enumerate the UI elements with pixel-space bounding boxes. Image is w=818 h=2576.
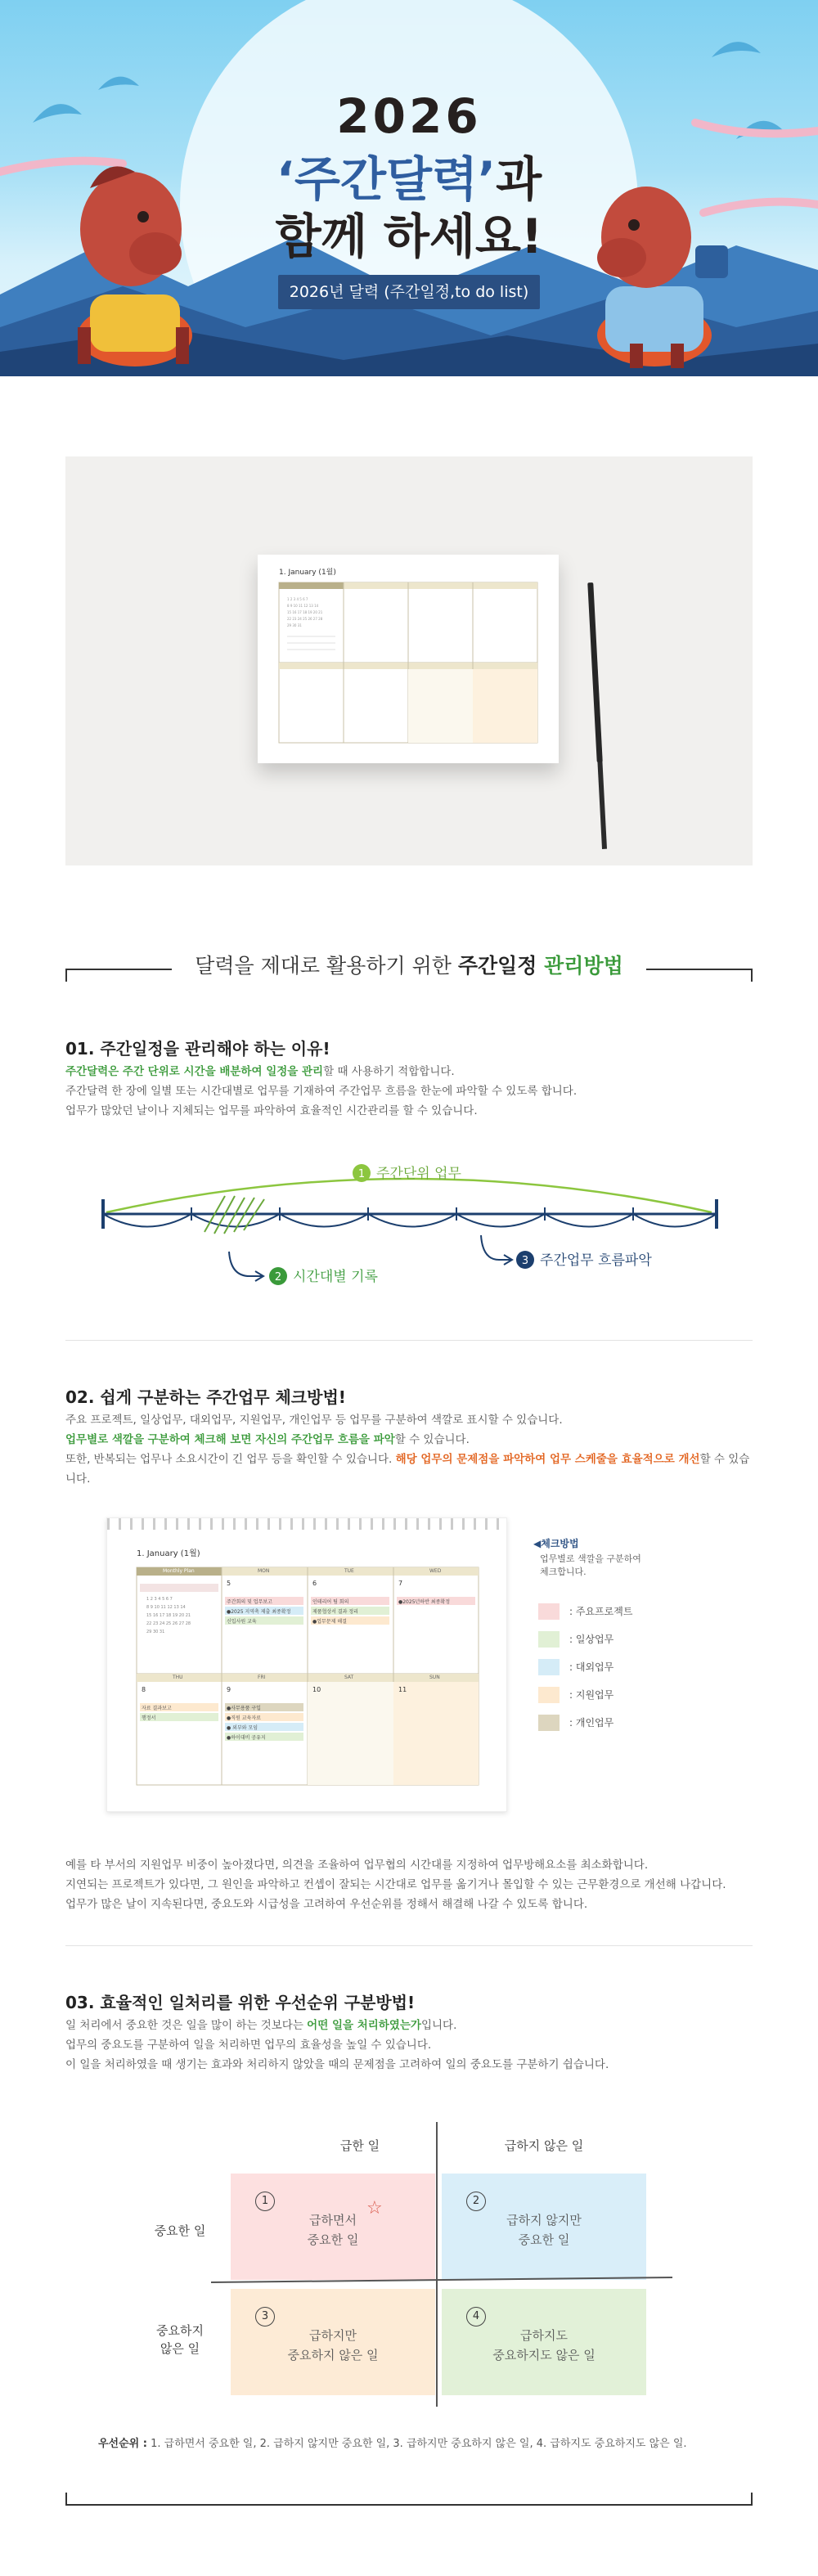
- s2-cal-fri-tasks: ●사무용품 구입 ●직원 교육자료 ● 외부와 모임 ●하이대비 공유지: [227, 1706, 266, 1741]
- divider-2: [65, 1945, 753, 1946]
- bottom-tick-left: [65, 2493, 67, 2506]
- s2-cal-sat: SAT: [344, 1675, 354, 1680]
- s1-label-2-num: 2: [274, 1271, 282, 1284]
- s1-label-3-num: 3: [521, 1255, 529, 1267]
- svg-text:1 2 3 4 5 6 7: 1 2 3 4 5 6 7: [287, 597, 308, 601]
- section-heading-bold: 주간일정: [457, 954, 545, 978]
- priority-label: 우선순위 :: [98, 2438, 147, 2450]
- s1-title: 01. 주간일정을 관리해야 하는 이유!: [65, 1039, 330, 1059]
- s1-body: [65, 1062, 753, 1121]
- hero-headline-highlight: ‘주간달력’: [276, 151, 497, 207]
- s2-cal-wed: WED: [429, 1568, 442, 1574]
- s2-cal-wed-tasks: ●2025년하반 최종확정: [398, 1599, 450, 1605]
- s2-body: [65, 1410, 753, 1489]
- s2-p2-green: 업무별로 색깔을 구분하여 체크해 보면 자신의 주간업무 흐름을 파악: [65, 1433, 395, 1446]
- s3-p1-pre: 일 처리에서 중요한 것은 일을 많이 하는 것보다는: [65, 2019, 308, 2032]
- priority-text: 1. 급하면서 중요한 일, 2. 급하지 않지만 중요한 일, 3. 급하지만 중요하지 않은 일, 4. 급하지도 중요하지도 않은 일.: [146, 2438, 687, 2450]
- s2-cal-day-9: 9: [227, 1686, 231, 1693]
- calendar-sheet-grid: [258, 555, 559, 763]
- hero-subtitle-pill: 2026년 달력 (주간일정,to do list): [278, 275, 540, 309]
- star-icon: ☆: [366, 2198, 383, 2219]
- s2-cal-day-7: 7: [398, 1580, 403, 1587]
- mx-col-urgent: 급한 일: [339, 2138, 380, 2153]
- legend-item: : 주요프로젝트: [537, 1600, 700, 1623]
- legend-item: : 개인업무: [537, 1711, 700, 1734]
- legend-swatch: [538, 1603, 560, 1620]
- legend-title-text: 체크방법: [541, 1538, 579, 1549]
- s2-cal-tue-tasks: 인테리어 팀 회의 제품협상서 결과 정리 ●업무문제 해결: [312, 1599, 358, 1625]
- hero-headline-tail: 과: [496, 151, 542, 207]
- mx-axes: [204, 2119, 679, 2413]
- s2-p3-tail: 할 수 있습니다.: [65, 1453, 750, 1486]
- s1-p1-tail: 할 때 사용하기 적합합니다.: [323, 1065, 455, 1078]
- s2-p2-tail: 할 수 있습니다.: [394, 1433, 470, 1446]
- section-heading: [0, 950, 818, 979]
- s1-p3: 업무가 많았던 날이나 지체되는 업무를 파악하여 효율적인 시간관리를 할 수 있습니다.: [65, 1104, 478, 1117]
- legend-desc: 업무별로 색깔을 구분하여 체크합니다.: [540, 1553, 641, 1577]
- mx-col-not-urgent: 급하지 않은 일: [504, 2138, 584, 2153]
- legend-swatch: [538, 1659, 560, 1675]
- s2-cal-thu-tasks: 자료 결과보고 행정서: [142, 1706, 172, 1721]
- calendar-sheet-title: 1. January (1월): [279, 569, 336, 577]
- mx-cell-1: 1 급하면서 중요한 일 ☆: [231, 2174, 435, 2280]
- s1-p1-green: 주간달력은 주간 단위로 시간을 배분하여 일정을 관리: [65, 1065, 324, 1078]
- svg-text:8 9 10 11 12 13 14: 8 9 10 11 12 13 14: [146, 1605, 186, 1610]
- s1-p2: 주간달력 한 장에 일별 또는 시간대별로 업무를 기재하여 주간업무 흐름을 한눈에 파악할 수 있도록 합니다.: [65, 1085, 578, 1098]
- s2-q1: 예를 타 부서의 지원업무 비중이 높아졌다면, 의견을 조율하여 업무협의 시간대를 지정하여 업무방해요소를 최소화합니다.: [65, 1859, 649, 1872]
- s1-label-1-num: 1: [357, 1168, 366, 1180]
- s2-cal-mon-tasks: 주간회의 및 업무보고 ●2025 지역축 제출 최종확정 신입사원 교육: [227, 1599, 291, 1625]
- s1-label-3-text: 주간업무 흐름파악: [540, 1252, 652, 1269]
- s2-cal-fri: FRI: [258, 1675, 266, 1680]
- legend-swatch: [538, 1631, 560, 1648]
- bottom-rule: [65, 2504, 753, 2506]
- product-photo: [65, 456, 753, 865]
- s2-cal-sun: SUN: [429, 1675, 440, 1680]
- hero-year: 2026: [336, 88, 482, 144]
- svg-text:8 9 10 11 12 13 14: 8 9 10 11 12 13 14: [287, 604, 319, 608]
- s3-p3: 이 일을 처리하였을 때 생기는 효과와 처리하지 않았을 때의 문제점을 고려하여 일의 중요도를 구분하기 쉽습니다.: [65, 2058, 609, 2071]
- s2-p3-orange: 해당 업무의 문제점을 파악하여 업무 스케줄을 효율적으로 개선: [395, 1453, 700, 1466]
- s2-examples: [65, 1855, 753, 1914]
- s2-cal-day-5: 5: [227, 1580, 231, 1587]
- svg-text:22 23 24 25 26 27 28: 22 23 24 25 26 27 28: [287, 617, 323, 621]
- hero-headline-line3: 함께 하세요!: [275, 209, 543, 264]
- s3-p1-tail: 입니다.: [420, 2019, 457, 2032]
- s3-p1-green: 어떤 일을 처리하였는가: [307, 2019, 421, 2032]
- s3-p2: 업무의 중요도를 구분하여 일을 처리하면 업무의 효율성을 높일 수 있습니다.: [65, 2039, 432, 2052]
- legend-arrow-icon: ◀: [533, 1538, 542, 1549]
- legend-list: [537, 1595, 700, 1734]
- mx-row-not-important: 중요하지 않은 일: [156, 2323, 204, 2356]
- calendar-sheet: [258, 555, 559, 763]
- s2-cal-thu: THU: [173, 1675, 183, 1680]
- s2-q2: 지연되는 프로젝트가 있다면, 그 원인을 파악하고 컨셉이 잘되는 시간대로 업무를 옮기거나 몰입할 수 있는 근무환경으로 개선해 나갑니다.: [65, 1878, 726, 1891]
- s2-cal-monthly-plan: Monthly Plan: [163, 1568, 195, 1574]
- divider-1: [65, 1340, 753, 1341]
- s2-cal-day-11: 11: [398, 1686, 407, 1693]
- s1-label-2-text: 시간대별 기록: [293, 1269, 378, 1285]
- svg-text:1 2 3 4 5 6 7: 1 2 3 4 5 6 7: [146, 1597, 173, 1602]
- s3-title: 03. 효율적인 일처리를 위한 우선순위 구분방법!: [65, 1993, 416, 2012]
- legend-swatch: [538, 1715, 560, 1731]
- mx-cell-4: 4 급하지도 중요하지도 않은 일: [442, 2289, 646, 2395]
- s2-cal-day-6: 6: [312, 1580, 317, 1587]
- s3-body: [65, 2016, 753, 2075]
- s2-calendar: [106, 1517, 507, 1812]
- mx-row-important: 중요한 일: [154, 2223, 206, 2238]
- s2-p3-pre: 또한, 반복되는 업무나 소요시간이 긴 업무 등을 확인할 수 있습니다.: [65, 1453, 396, 1466]
- legend-item: : 지원업무: [537, 1684, 700, 1706]
- legend-item: : 일상업무: [537, 1628, 700, 1651]
- mx-cell-3: 3 급하지만 중요하지 않은 일: [231, 2289, 435, 2395]
- s2-q3: 업무가 많은 날이 지속된다면, 중요도와 시급성을 고려하여 우선순위를 정해서 해결해 나갈 수 있도록 합니다.: [65, 1898, 588, 1911]
- mx-cell-2: 2 급하지 않지만 중요한 일: [442, 2174, 646, 2280]
- svg-text:15 16 17 18 19 20 21: 15 16 17 18 19 20 21: [146, 1613, 191, 1618]
- svg-text:22 23 24 25 26 27 28: 22 23 24 25 26 27 28: [146, 1621, 191, 1626]
- legend-swatch: [538, 1687, 560, 1703]
- legend-title: [533, 1536, 579, 1550]
- priority-line: [98, 2434, 687, 2450]
- svg-text:15 16 17 18 19 20 21: 15 16 17 18 19 20 21: [287, 610, 323, 614]
- s2-p1: 주요 프로젝트, 일상업무, 대외업무, 지원업무, 개인업무 등 업무를 구분하여 색깔로 표시할 수 있습니다.: [65, 1414, 563, 1427]
- section-heading-pre: 달력을 제대로 활용하기 위한: [195, 954, 458, 978]
- s1-timeline-diagram: [82, 1153, 736, 1292]
- s2-cal-mon: MON: [258, 1568, 270, 1574]
- svg-text:29 30 31: 29 30 31: [287, 623, 302, 627]
- svg-text:29 30 31: 29 30 31: [146, 1630, 165, 1634]
- s2-title: 02. 쉽게 구분하는 주간업무 체크방법!: [65, 1387, 346, 1407]
- s1-label-1-text: 주간단위 업무: [376, 1166, 461, 1182]
- section-heading-green: 관리방법: [544, 954, 623, 978]
- hero-banner: [0, 0, 818, 376]
- s2-cal-tue: TUE: [344, 1568, 354, 1574]
- bottom-tick-right: [751, 2493, 753, 2506]
- legend-item: : 대외업무: [537, 1656, 700, 1679]
- s2-calendar-title: 1. January (1월): [137, 1549, 200, 1558]
- s2-cal-day-10: 10: [312, 1686, 321, 1693]
- s2-calendar-grid: [107, 1518, 508, 1813]
- s2-cal-day-8: 8: [142, 1686, 146, 1693]
